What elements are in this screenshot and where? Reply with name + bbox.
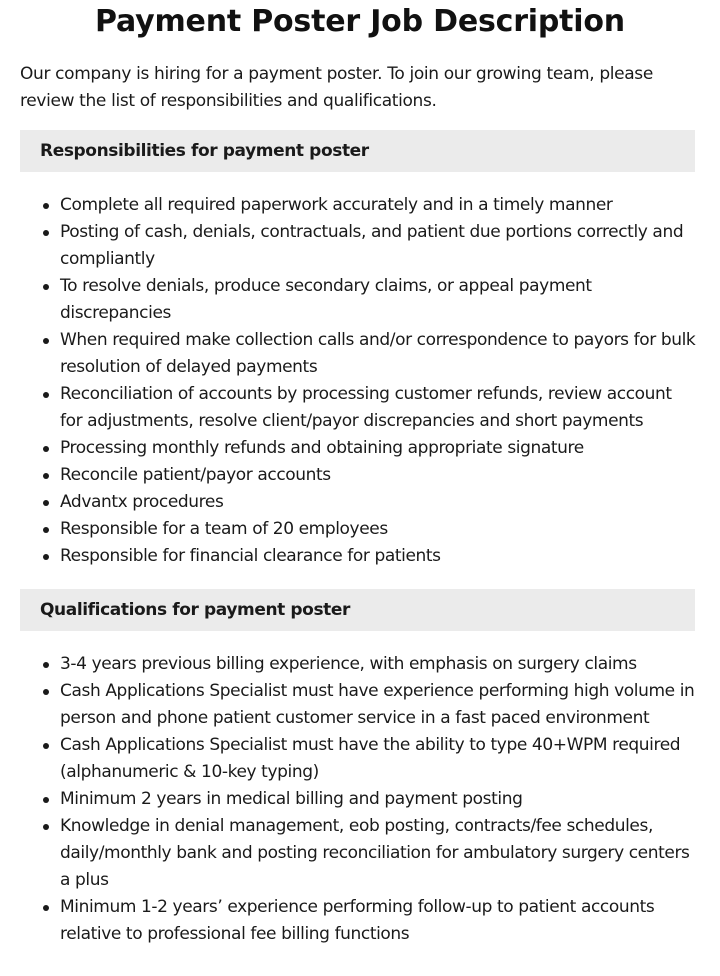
bullet-icon [43,446,49,452]
list-item [60,732,696,786]
list-item-text: Minimum 2 years in medical billing and payment posting [60,789,523,809]
list-item [60,489,696,516]
bullet-icon [43,743,49,749]
list-item-text: 3-4 years previous billing experience, with emphasis on surgery claims [60,654,637,674]
list-item-text: Posting of cash, denials, contractuals, and patient due portions correctly and compliantly [60,222,684,269]
bullet-icon [43,824,49,830]
list-item [60,327,696,381]
list-item [60,678,696,732]
list-item [60,435,696,462]
list-item [60,273,696,327]
list-item [60,516,696,543]
list-item-text: Complete all required paperwork accurately and in a timely manner [60,195,613,215]
list-item-text: Processing monthly refunds and obtaining appropriate signature [60,438,584,458]
bullet-icon [43,284,49,290]
bullet-icon [43,797,49,803]
list-item [60,786,696,813]
bullet-icon [43,473,49,479]
bullet-icon [43,662,49,668]
list-item [60,192,696,219]
responsibilities-heading: Responsibilities for payment poster [20,130,695,172]
bullet-icon [43,338,49,344]
list-item-text: Minimum 1-2 years’ experience performing follow-up to patient accounts relative to professional fee billing functions [60,897,655,944]
list-item [60,651,696,678]
list-item [60,894,696,948]
intro-paragraph: Our company is hiring for a payment poster. To join our growing team, please review the list of responsibilities and qualifications. [20,64,653,111]
list-item-text: Responsible for financial clearance for patients [60,546,441,566]
list-item [60,462,696,489]
list-item-text: Cash Applications Specialist must have experience performing high volume in person and phone patient customer service in a fast paced environment [60,681,695,728]
list-item-text: Knowledge in denial management, eob posting, contracts/fee schedules, daily/monthly bank and posting reconciliation for ambulatory surgery centers a plus [60,816,690,890]
list-item-text: To resolve denials, produce secondary claims, or appeal payment discrepancies [60,276,592,323]
bullet-icon [43,500,49,506]
list-item-text: Cash Applications Specialist must have the ability to type 40+WPM required (alphanumeric & 10-key typing) [60,735,681,782]
bullet-icon [43,905,49,911]
list-item [60,219,696,273]
bullet-icon [43,554,49,560]
list-item [60,813,696,894]
list-item-text: Advantx procedures [60,492,224,512]
list-item-text: Reconciliation of accounts by processing customer refunds, review account for adjustments, resolve client/payor discrepancies and short payments [60,384,672,431]
qualifications-list [0,651,720,948]
bullet-icon [43,689,49,695]
list-item-text: Responsible for a team of 20 employees [60,519,388,539]
bullet-icon [43,527,49,533]
list-item [60,381,696,435]
qualifications-heading: Qualifications for payment poster [20,589,695,631]
list-item [60,543,696,570]
list-item-text: When required make collection calls and/or correspondence to payors for bulk resolution of delayed payments [60,330,696,377]
list-item-text: Reconcile patient/payor accounts [60,465,331,485]
bullet-icon [43,230,49,236]
bullet-icon [43,203,49,209]
responsibilities-list [0,192,720,570]
bullet-icon [43,392,49,398]
page-title: Payment Poster Job Description [95,4,625,39]
